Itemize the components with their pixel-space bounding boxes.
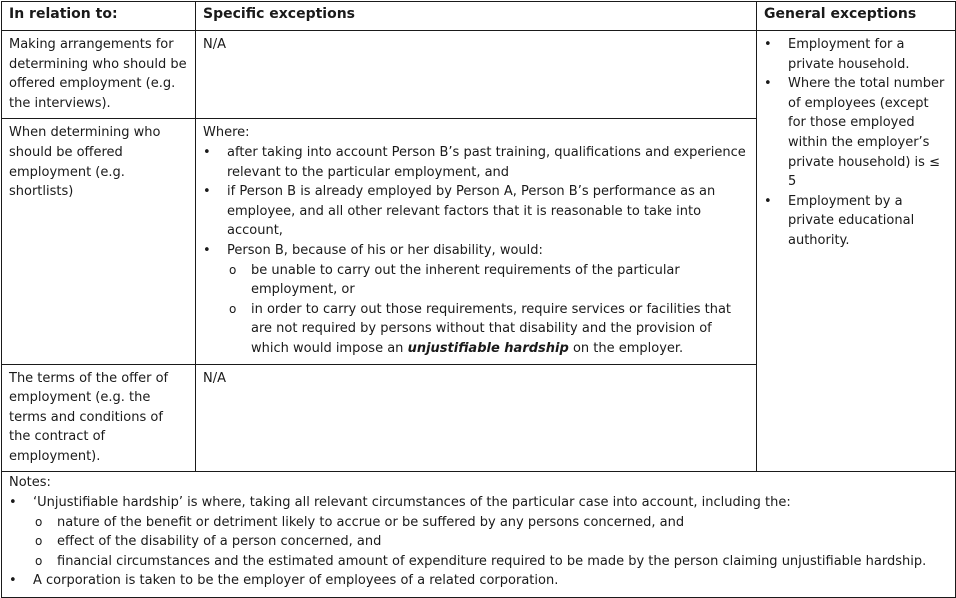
relation-cell: The terms of the offer of employment (e.g. the terms and conditions of the contract of employment). — [2, 364, 196, 472]
general-exceptions-cell — [757, 31, 956, 472]
notes-row — [2, 472, 956, 598]
sub-list-item-text: in order to carry out those requirements, require services or facilities that are not required by persons without that disability and the provision of which would impose an — [251, 301, 732, 356]
header-in-relation-to: In relation to: — [2, 2, 196, 31]
specific-exceptions-cell: N/A — [196, 31, 757, 119]
general-exceptions-list — [764, 35, 948, 251]
sub-conditions-list — [227, 261, 749, 359]
where-intro: Where: — [203, 125, 250, 141]
hardship-definition: ‘Unjustifiable hardship’ is where, taking all relevant circumstances of the particular case into account, including the: — [33, 495, 791, 511]
hardship-emphasis: unjustifiable hardship — [407, 340, 569, 356]
hardship-tail: on the employer. — [568, 340, 684, 356]
relation-cell: When determining who should be offered employment (e.g. shortlists) — [2, 119, 196, 364]
notes-list — [9, 493, 948, 591]
sub-list-item: o nature of the benefit or detriment likely to accrue or be suffered by any persons concerned, and — [33, 513, 948, 533]
list-item-text: Person B, because of his or her disability, would: — [227, 242, 543, 258]
list-item: • Where the total number of employees (except for those employed within the employer’s private household) is ≤ 5 — [764, 74, 948, 192]
hardship-factors-list — [33, 513, 948, 572]
sub-list-item: o be unable to carry out the inherent requirements of the particular employment, or — [227, 261, 749, 300]
header-general-exceptions: General exceptions — [757, 2, 956, 31]
list-item: • Employment by a private educational authority. — [764, 192, 948, 251]
conditions-list — [203, 143, 749, 359]
relation-cell: Making arrangements for determining who should be offered employment (e.g. the interviews). — [2, 31, 196, 119]
specific-exceptions-cell: N/A — [196, 364, 757, 472]
list-item: • A corporation is taken to be the employer of employees of a related corporation. — [9, 571, 948, 591]
sub-list-item — [227, 300, 749, 359]
sub-list-item: o financial circumstances and the estimated amount of expenditure required to be made by the person claiming unjustifiable hardship. — [33, 552, 948, 572]
table-row — [2, 31, 956, 119]
specific-exceptions-cell — [196, 119, 757, 364]
list-item: • if Person B is already employed by Person A, Person B’s performance as an employee, and all other relevant factors that it is reasonable to take into account, — [203, 182, 749, 241]
list-item: • after taking into account Person B’s past training, qualifications and experience relevant to the particular employment, and — [203, 143, 749, 182]
exceptions-table — [1, 1, 956, 598]
header-row — [2, 2, 956, 31]
list-item — [9, 493, 948, 571]
notes-cell — [2, 472, 956, 598]
sub-list-item: o effect of the disability of a person concerned, and — [33, 532, 948, 552]
list-item: • Employment for a private household. — [764, 35, 948, 74]
header-specific-exceptions: Specific exceptions — [196, 2, 757, 31]
notes-title: Notes: — [9, 475, 51, 491]
list-item — [203, 241, 749, 359]
